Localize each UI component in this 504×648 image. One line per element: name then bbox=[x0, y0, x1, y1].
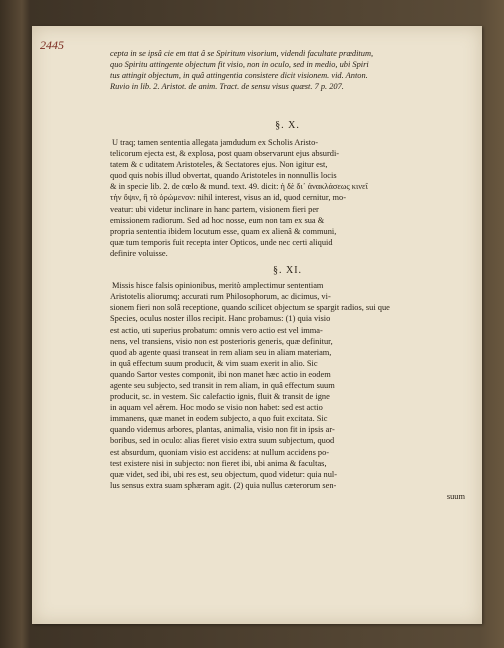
book-page bbox=[32, 26, 482, 624]
main-text bbox=[110, 137, 465, 502]
text-line: lus sensus extra suam sphæram agit. (2) quia nullus cæterorum sen- bbox=[110, 480, 337, 490]
text-line: quando videmus arbores, plantas, animalia, visio non fit in ipsis ar- bbox=[110, 425, 335, 435]
text-line: tatem & c uditatem Aristoteles, & Sectatores ejus. Non igitur est, bbox=[110, 160, 328, 170]
page-number: 2445 bbox=[40, 38, 64, 52]
text-line: in quâ effectum suum producit, & vim suam exerit in alio. Sic bbox=[110, 358, 318, 368]
text-line: Aristotelis aliorumq; accurati rum Philosophorum, ac dicimus, vi- bbox=[110, 292, 331, 302]
text-line: propria sententia ibidem locutum esse, quam ex alienâ & communi, bbox=[110, 226, 337, 236]
text-line: nens, vel transiens, visio non est posterioris generis, quæ definitur, bbox=[110, 336, 333, 346]
text-line: boribus, sed in oculo: alias fieret visio extra suum subjectum, quod bbox=[110, 436, 335, 446]
text-line: veatur: ubi videtur inclinare in hanc partem, visionem fieri per bbox=[110, 204, 319, 214]
text-line: immanens, quæ manet in eodem subjecto, a quo fuit excitata. Sic bbox=[110, 414, 328, 424]
text-line: quæ videt, sed ibi, ubi res est, seu objectum, quod videtur: quia nul- bbox=[110, 469, 338, 479]
section-heading-xi: §. XI. bbox=[272, 265, 303, 277]
text-line: Ruvio in lib. 2. Aristot. de anim. Tract. de sensu visus quæst. 7 p. 207. bbox=[110, 82, 344, 92]
text-line: tus attingit objectum, in quâ attingentia consistere dicit visionem. vid. Anton. bbox=[110, 71, 368, 81]
text-line: quod quis nobis illud obvertat, quando Aristoteles in nonnullis locis bbox=[110, 171, 337, 181]
text-line: emissionem radiorum. Sed ad hoc nosse, eum non tam ex sua & bbox=[110, 215, 325, 225]
text-line: quo Spiritu attingente objectum fit visio, non in oculo, sed in medio, ubi Spiri bbox=[110, 60, 369, 70]
top-passage bbox=[110, 48, 465, 92]
text-line: Species, oculus noster illos recipit. Hanc probamus: (1) quia visio bbox=[110, 314, 331, 324]
text-line: producit, sc. in vestem. Sic calefactio ignis, fluit & transit de igne bbox=[110, 392, 330, 402]
text-line: Missis hisce falsis opinionibus, meritò amplectimur sententiam bbox=[112, 281, 324, 291]
text-line: definire voluisse. bbox=[110, 248, 168, 258]
text-line: agente seu subjecto, sed transit in rem aliam, in quâ effectum suum bbox=[110, 380, 335, 390]
text-line: & in specie lib. 2. de cœlo & mund. text. 49. dicit: ἡ δὲ δι᾽ ἀνακλάσεως κινεῖ bbox=[110, 182, 368, 192]
catchword: suum bbox=[446, 491, 465, 501]
text-line: est actio, uti superius probatum: omnis vero actio est vel imma- bbox=[110, 325, 323, 335]
section-heading-x: §. X. bbox=[275, 120, 300, 131]
text-line: U traq; tamen sententia allegata jamdudum ex Scholis Aristo- bbox=[112, 138, 319, 147]
text-line: quod ab agente quasi transeat in rem aliam seu in aliam materiam, bbox=[110, 347, 332, 357]
text-line: sionem fieri non solâ receptione, quando scilicet objectum se spargit radios, sui que bbox=[110, 303, 390, 313]
text-line: cepta in se ipsâ cie em ttat â se Spiritum visorium, videndi facultate præditum, bbox=[110, 49, 374, 58]
text-line: est absurdum, quoniam visio est accidens: at nullum accidens po- bbox=[110, 447, 330, 457]
text-line: telicorum ejecta est, & explosa, post quam observarunt ejus absurdi- bbox=[110, 149, 340, 159]
text-line: test existere nisi in subjecto: non fieret ibi, ubi anima & facultas, bbox=[110, 458, 327, 468]
text-line: quæ tum temporis fuit recepta inter Opticos, unde nec certi aliquid bbox=[110, 237, 333, 247]
text-line: quando Sartor vestes componit, ibi non manet hæc actio in eodem bbox=[110, 369, 331, 379]
text-line: in aquam vel aërem. Hoc modo se visio non habet: sed est actio bbox=[110, 403, 323, 413]
text-line: τὴν ὄψιν, ἢ τὸ ὁρώμενον: nihil interest, visus an id, quod cernitur, mo- bbox=[110, 193, 347, 203]
